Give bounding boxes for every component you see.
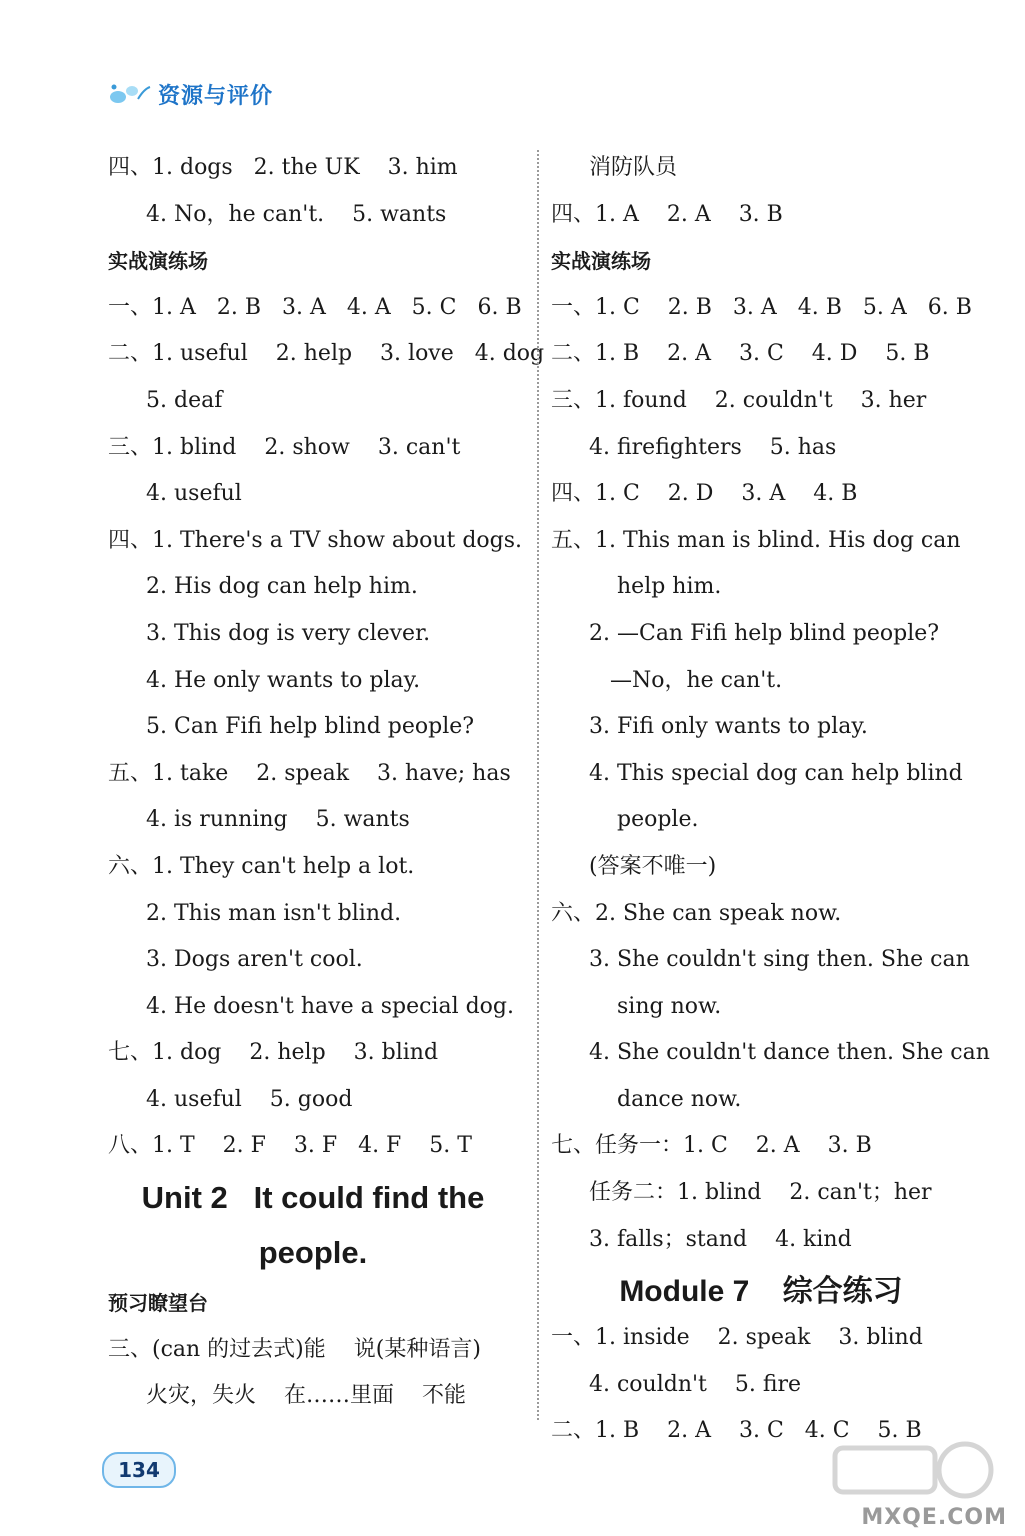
answer-subline: 4. No，he can't. 5. wants <box>146 201 447 227</box>
answer-line: 二、1. B 2. A 3. C 4. C 5. B <box>551 1418 922 1444</box>
answer-continuation: sing now. <box>617 993 722 1019</box>
answer-subline: 4. She couldn't dance then. She can <box>589 1040 990 1066</box>
answer-line: 四、1. dogs 2. the UK 3. him <box>108 155 458 180</box>
answer-subline: 3. falls；stand 4. kind <box>589 1226 852 1252</box>
answer-line: 二、1. useful 2. help 3. love 4. dog <box>108 341 545 367</box>
answer-line: 四、1. C 2. D 3. A 4. B <box>551 481 858 507</box>
module-title: Module 7 综合练习 <box>619 1275 903 1309</box>
watermark-text: MXQE.COM <box>861 1505 1007 1530</box>
answer-subline: 5. Can Fifi help blind people? <box>146 714 475 740</box>
answer-continuation: help him. <box>617 574 722 600</box>
answer-line: 一、1. inside 2. speak 3. blind <box>551 1325 923 1351</box>
answer-line: 七、1. dog 2. help 3. blind <box>108 1040 439 1066</box>
header-title: 资源与评价 <box>158 83 274 109</box>
answer-subline: 火灾，失火 在……里面 不能 <box>146 1383 466 1409</box>
answer-subline: (答案不唯一) <box>589 853 717 879</box>
answer-subline: 任务二：1. blind 2. can't；her <box>589 1180 932 1206</box>
answer-continuation: people. <box>617 807 699 833</box>
answer-subline: 4. He only wants to play. <box>146 667 421 693</box>
answer-line: 三、1. blind 2. show 3. can't <box>108 434 461 460</box>
column-divider <box>537 150 539 1420</box>
answer-column-left <box>108 145 545 1420</box>
answer-subline: 5. deaf <box>146 387 223 413</box>
page-header <box>108 76 273 112</box>
page-number: 134 <box>118 1458 160 1482</box>
page-number-badge <box>102 1452 176 1488</box>
answer-subline: 4. useful 5. good <box>146 1086 353 1112</box>
answer-subline: 4. useful <box>146 481 242 507</box>
section-heading: 预习瞭望台 <box>108 1291 208 1316</box>
answer-subline: 2. —Can Fifi help blind people? <box>589 620 940 646</box>
answer-line: 八、1. T 2. F 3. F 4. F 5. T <box>108 1133 472 1159</box>
answer-subline: 消防队员 <box>589 155 678 180</box>
answer-subline: 3. Dogs aren't cool. <box>146 947 363 973</box>
answer-line: 六、1. They can't help a lot. <box>108 853 415 879</box>
answer-subline: 4. This special dog can help blind <box>589 760 963 786</box>
answer-subline: 2. His dog can help him. <box>146 574 418 600</box>
section-heading: 实战演练场 <box>551 249 651 274</box>
answer-subline: —No，he can't. <box>589 667 783 693</box>
answer-line: 二、1. B 2. A 3. C 4. D 5. B <box>551 341 930 367</box>
answer-line: 七、任务一：1. C 2. A 3. B <box>551 1133 872 1159</box>
answer-subline: 2. This man isn't blind. <box>146 900 402 926</box>
answer-line: 一、1. A 2. B 3. A 4. A 5. C 6. B <box>108 294 522 320</box>
answer-line: 六、2. She can speak now. <box>551 900 842 926</box>
unit-title: people. <box>258 1235 368 1271</box>
sparkle-logo-icon <box>108 79 152 109</box>
answer-subline: 4. He doesn't have a special dog. <box>146 993 515 1019</box>
answer-subline: 4. firefighters 5. has <box>589 434 837 460</box>
answer-subline: 3. Fifi only wants to play. <box>589 714 868 740</box>
answer-line: 四、1. A 2. A 3. B <box>551 201 783 227</box>
answer-subline: 4. is running 5. wants <box>146 807 410 833</box>
answer-continuation: dance now. <box>617 1086 742 1112</box>
answer-line: 三、(can 的过去式)能 说(某种语言) <box>108 1336 481 1362</box>
answer-line: 五、1. take 2. speak 3. have; has <box>108 760 511 786</box>
unit-title: Unit 2 It could find the <box>141 1180 485 1216</box>
answer-subline: 4. couldn't 5. fire <box>589 1371 802 1397</box>
answer-line: 五、1. This man is blind. His dog can <box>551 527 961 553</box>
answer-line: 一、1. C 2. B 3. A 4. B 5. A 6. B <box>551 294 972 320</box>
answer-line: 三、1. found 2. couldn't 3. her <box>551 387 927 413</box>
answer-line: 四、1. There's a TV show about dogs. <box>108 527 523 553</box>
section-heading: 实战演练场 <box>108 249 208 274</box>
answer-column-right <box>551 145 990 1455</box>
answer-subline: 3. She couldn't sing then. She can <box>589 947 970 973</box>
answer-subline: 3. This dog is very clever. <box>146 620 431 646</box>
